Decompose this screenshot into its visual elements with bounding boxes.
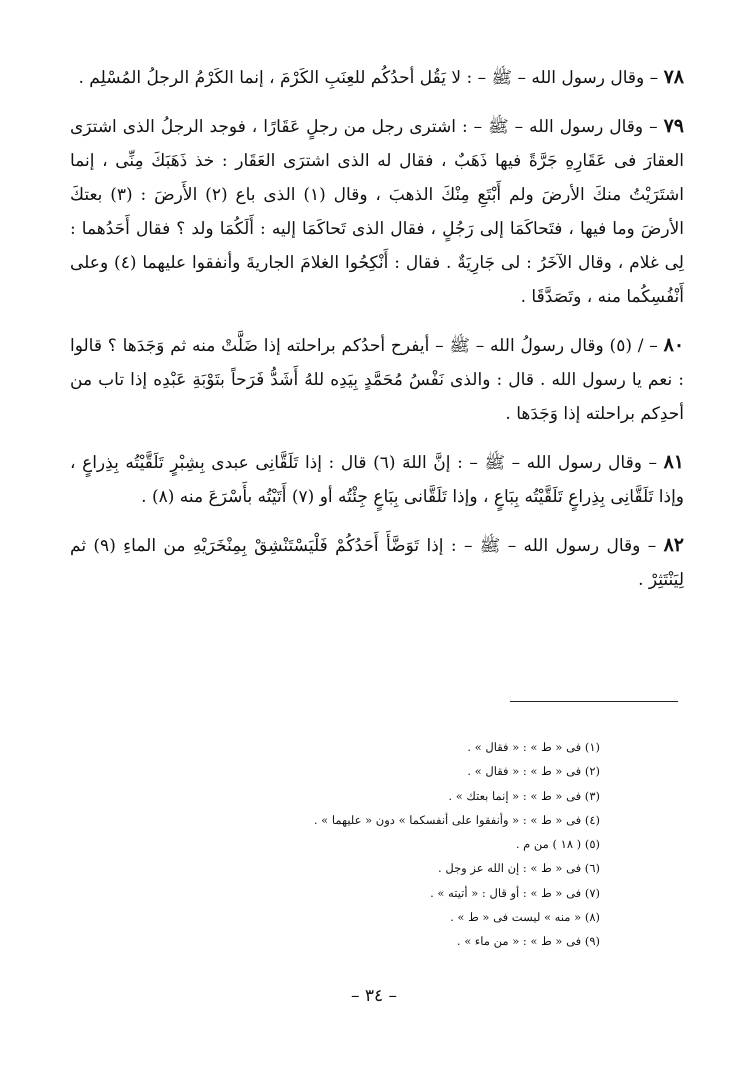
footnote: (٨) « منه » ليست فى « ط » . (450, 910, 600, 925)
hadith-82 (70, 528, 684, 597)
hadith-81 (70, 445, 684, 514)
hadith-79 (70, 109, 684, 314)
hadith-number: ٨٢ (663, 534, 684, 556)
page-number: – ٣٤ – (350, 986, 398, 1006)
hadith-text: – وقال رسول الله – ﷺ – : إذا تَوَضَّأَ أَحَدُكُمْ فَلْيَسْتَنْشِقْ بِمِنْخَرَيْهِ من الماءِ (٩) ثم لِيَنْتَثِرْ . (70, 536, 684, 590)
footnote: (٩) فى « ط » : « من ماء » . (456, 934, 600, 949)
hadith-text: – وقال رسول الله – ﷺ – : لا يَقُل أحدُكُم للعِنَبِ الكَرْمَ ، إنما الكَرْمُ الرجلُ المُسْلِم . (78, 68, 659, 88)
hadith-number: ٧٩ (663, 115, 684, 137)
hadith-number: ٨٠ (663, 334, 685, 356)
hadith-78 (70, 60, 684, 95)
hadith-text: – وقال رسول الله – ﷺ – : إنَّ اللهَ (٦) قال : إذا تَلَقَّانِى عبدى بِشِبْرٍ تَلَقَّيْتُه بِذِراعٍ ، وإذا تَلَقَّانِى بِذِراعٍ تَلَقَّيْتُه بِبَاعٍ ، وإذا تَلَقَّانى بِبَاعٍ جِئْتُه أو (٧) أَتَيْتُه بأَسْرَعَ منه (٨) . (70, 453, 684, 507)
hadith-80 (70, 328, 684, 431)
footnote: (٦) فى « ط » : إن الله عز وجل . (438, 861, 600, 876)
hadith-number: ٨١ (663, 451, 684, 473)
footnote: (٧) فى « ط » : أو قال : « أتيته » . (430, 885, 600, 900)
hadith-number: ٧٨ (663, 66, 684, 88)
footnote: (٣) فى « ط » : « إنما بعتك » . (448, 788, 600, 803)
footnote: (٥) ( ١٨ ) من م . (515, 837, 600, 852)
main-text (70, 60, 684, 611)
footnotes (140, 735, 600, 954)
hadith-text: – وقال رسول الله – ﷺ – : اشترى رجل من رجلٍ عَقَارًا ، فوجد الرجلُ الذى اشترَى العقارَ فى عَقَارِهِ جَرَّةً فيها ذَهَبٌ ، فقال له الذى اشترَى العَقَار : خذ ذَهَبَكَ مِنِّى ، إنما اشتَرَيْتُ منكَ الأرضَ ولم أَبْتَعِ مِنْكَ الذهبَ ، وقال (١) الذى باع (٢) الأَرضَ : (٣) بعتكَ الأرضَ وما فيها ، فتَحاكَمَا إلى رَجُلٍ ، فقال الذى تَحاكَمَا إليه : أَلَكُمَا ولد ؟ فقال أَحَدُهما : لِى غلام ، وقال الآخَرُ : لى جَارِيَةٌ . فقال : أَنْكِحُوا الغلامَ الجاريةَ وأنفقوا عليهما (٤) وعلى أَنْفُسِكُما منه ، وتَصَدَّقَا . (70, 117, 684, 307)
hadith-text: – / (٥) وقال رسولُ الله – ﷺ – أيفرح أحدُكم براحلته إذا ضَلَّتْ منه ثم وَجَدَها ؟ قالوا : نعم يا رسول الله . قال : والذى نَفْسُ مُحَمَّدٍ بِيَدِه للهُ أَشَدُّ فَرَحاً بتَوْبَةِ عَبْدِه إذا تاب من أحدِكم براحلته إذا وَجَدَها . (70, 336, 684, 424)
footnote: (١) فى « ط » : « فقال » . (467, 740, 600, 754)
footnote: (٤) فى « ط » : « وأنفقوا على أنفسكما » دون « عليهما » . (313, 812, 600, 827)
footnote-divider (510, 701, 678, 702)
footnote: (٢) فى « ط » : « فقال » . (467, 764, 600, 779)
